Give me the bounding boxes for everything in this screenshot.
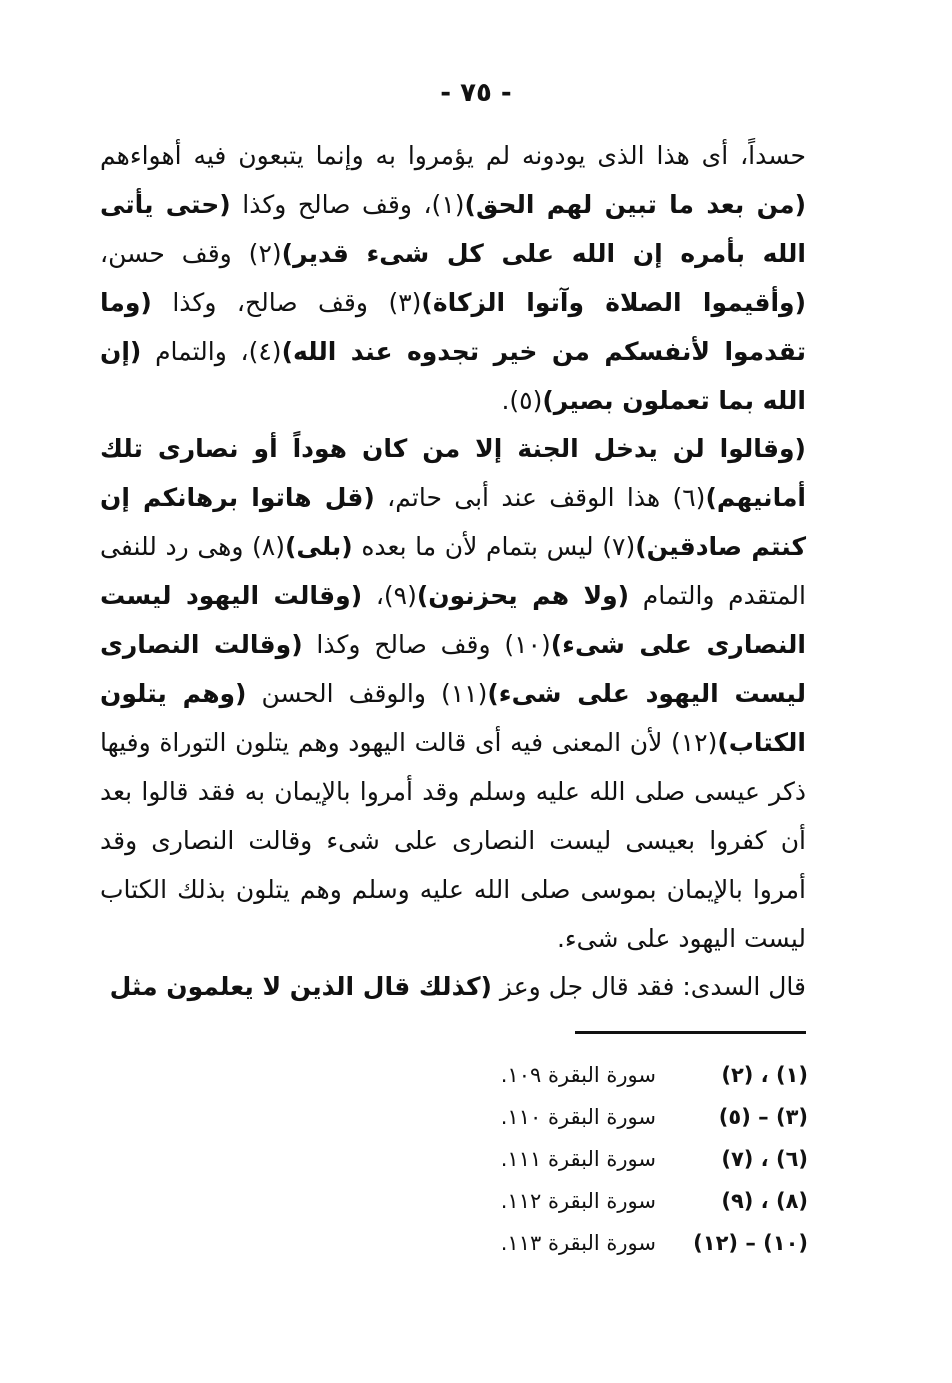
footnote-row: [480, 1222, 808, 1264]
footnotes: [480, 1054, 808, 1264]
quran-quote: (بلى): [284, 532, 353, 562]
paragraph: [100, 963, 806, 1012]
paragraph-text: (١٢) لأن المعنى فيه أى قالت اليهود وهم يتلون التوراة وفيها ذكر عيسى صلى الله عليه وسلم وقد أمروا بالإيمان به فقد قالوا بعد أن كفروا بعيسى ليست النصارى على شىء وقالت النصارى وقد أمروا بالإيمان بموسى صلى الله عليه وسلم وهم يتلون بذلك الكتاب ليست اليهود على شىء.: [100, 727, 806, 953]
quran-quote: (وقالت النصارى ليست اليهود على شىء): [100, 630, 807, 708]
quran-quote: (وأقيموا الصلاة وآتوا الزكاة): [421, 287, 806, 317]
paragraph-text: (٨) وهى رد للنفى المتقدم والتمام: [100, 532, 806, 611]
paragraph-text: (١١) والوقف الحسن: [246, 678, 488, 708]
footnote-text: سورة البقرة ١١٣.: [500, 1231, 656, 1255]
paragraph-text: قال السدى: فقد قال جل وعز: [491, 972, 806, 1002]
footnote-divider: [575, 1031, 806, 1034]
quran-quote: (وقالوا لن يدخل الجنة إلا من كان هوداً أو نصارى تلك أمانيهم): [100, 434, 806, 513]
quran-quote: (وقالت اليهود ليست النصارى على شىء): [100, 581, 807, 660]
paragraph-text: (٣) وقف صالح، وكذا: [151, 287, 422, 317]
footnote-text: سورة البقرة ١٠٩.: [500, 1063, 656, 1087]
quran-quote: (إن الله بما تعملون بصير): [100, 336, 806, 415]
footnote-text: سورة البقرة ١١٠.: [500, 1105, 656, 1129]
footnote-text: سورة البقرة ١١١.: [500, 1147, 656, 1171]
paragraph: [100, 425, 806, 963]
quran-quote: (من بعد ما تبين لهم الحق): [464, 189, 807, 219]
quran-quote: (وما تقدموا لأنفسكم من خير تجدوه عند الله): [100, 287, 806, 366]
footnote-ref: (٣) – (٥): [718, 1105, 808, 1129]
paragraph-text: (١)، وقف صالح وكذا: [230, 189, 465, 219]
paragraph-text: (٥).: [501, 385, 543, 415]
footnote-ref: (١٠) – (١٢): [693, 1231, 808, 1255]
footnote-row: [480, 1180, 808, 1222]
quran-quote: (كذلك قال الذين لا يعلمون مثل: [109, 972, 492, 1002]
footnote-text: سورة البقرة ١١٢.: [500, 1189, 656, 1213]
footnote-row: [480, 1096, 808, 1138]
quran-quote: (قل هاتوا برهانكم إن كنتم صادقين): [100, 483, 806, 562]
page-number: - ٧٥ -: [440, 78, 512, 108]
paragraph-text: (٦) هذا الوقف عند أبى حاتم،: [374, 483, 706, 513]
quran-quote: (وهم يتلون الكتاب): [100, 678, 806, 757]
paragraph-text: (٤)، والتمام: [141, 336, 282, 366]
paragraph-text: حسداً، أى هذا الذى يودونه لم يؤمروا به وإنما يتبعون فيه أهواءهم: [100, 141, 806, 170]
paragraph-text: (١٠) وقف صالح وكذا: [302, 630, 551, 660]
footnote-ref: (٦) ، (٧): [721, 1147, 808, 1171]
footnote-row: [480, 1054, 808, 1096]
paragraph-text: (٢) وقف حسن،: [100, 238, 282, 268]
paragraph-text: (٧) ليس بتمام لأن ما بعده: [352, 532, 636, 562]
body-text: [100, 132, 806, 1012]
quran-quote: (ولا هم يحزنون): [416, 581, 630, 611]
footnote-row: [480, 1138, 808, 1180]
footnote-ref: (١) ، (٢): [721, 1063, 808, 1087]
footnote-ref: (٨) ، (٩): [721, 1189, 808, 1213]
paragraph-text: (٩)،: [362, 581, 417, 611]
paragraph: [100, 132, 806, 425]
quran-quote: (حتى يأتى الله بأمره إن الله على كل شىء قدير): [100, 189, 807, 268]
